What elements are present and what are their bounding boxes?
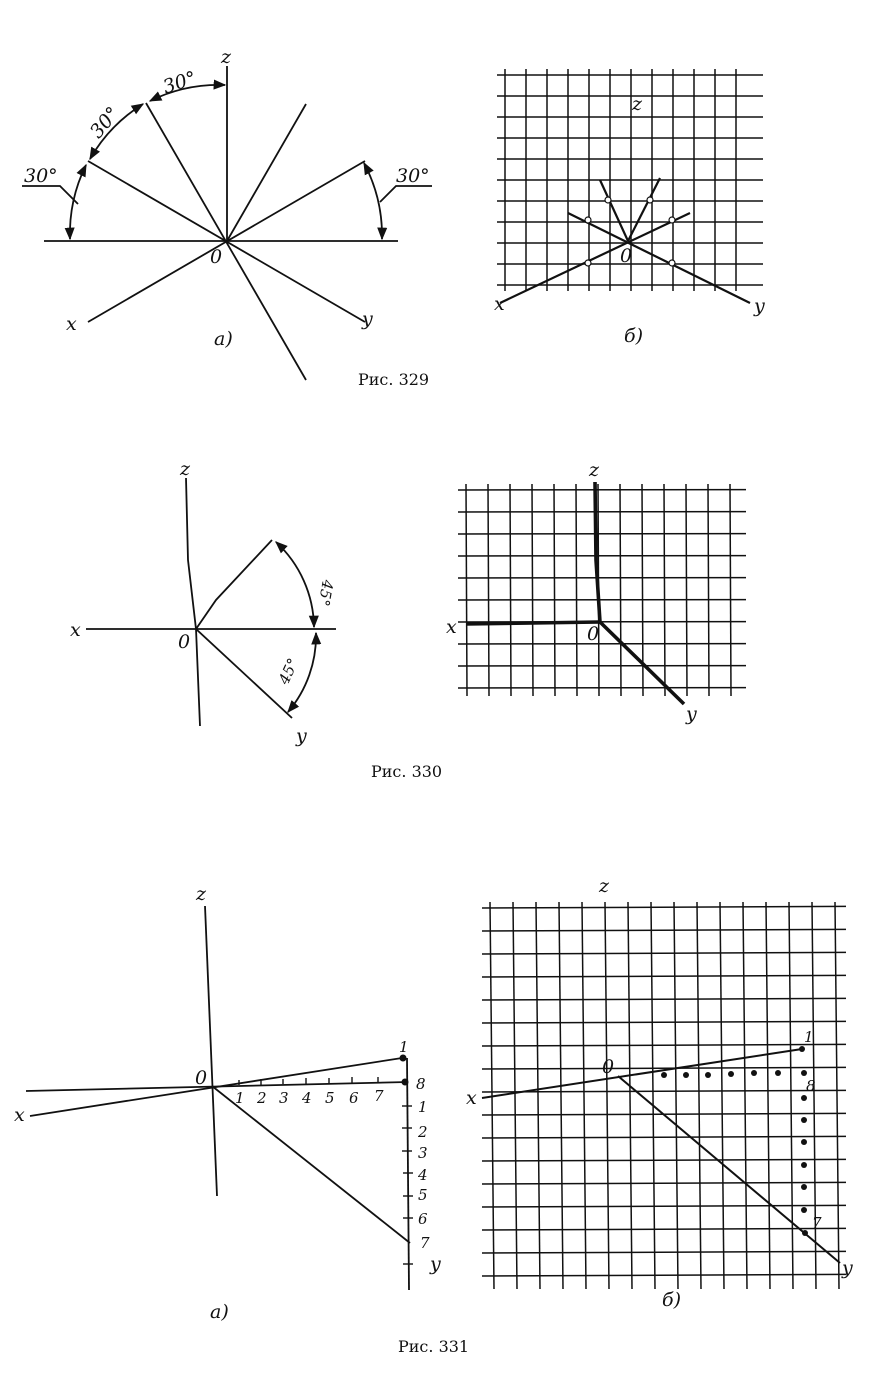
fig331-b-axes [482,1049,840,1263]
fig329a-y-label: y [361,308,373,330]
fig331a-sublabel: а) [210,1301,229,1323]
fig331a-x-tick-labels [235,1087,384,1107]
fig330a-angle-label-1: 45° [314,577,337,607]
fig329b-ray-right [628,178,660,241]
x-tick-label: 5 [325,1089,335,1107]
fig331a-point-1-label: 1 [399,1038,409,1056]
fig331b-sublabel: б) [662,1289,681,1311]
fig330a-z-label: z [179,458,191,480]
fig329b-y-label: y [753,295,765,317]
fig331b-point-1-label: 1 [804,1028,814,1046]
grid-line-vertical [686,484,687,696]
fig329a-angle-label-4: 30° [396,165,430,187]
fig330-b-axes [466,482,684,704]
grid-line-vertical [664,484,665,696]
v-tick-label: 6 [418,1210,428,1228]
grid-line-vertical [651,902,655,1289]
fig331a-x-label: x [14,1104,25,1126]
v-tick-label: 5 [418,1186,428,1204]
fig331a-origin-label: 0 [195,1067,207,1089]
grid-line-horizontal [482,1044,846,1046]
fig330b-y-label: y [685,703,697,725]
grid-line-vertical [510,484,511,696]
fig331a-y-axis [212,1086,410,1243]
fig330b-x-axis [466,622,600,624]
grid-line-vertical [674,902,678,1289]
x-tick-label: 4 [301,1089,312,1107]
fig329a-z-label: z [220,46,232,68]
fig329a-arc-1 [70,165,86,239]
fig329b-z-label: z [631,93,643,115]
fig329a-origin-label: 0 [210,246,222,268]
v-tick-label: 4 [417,1166,428,1184]
fig329a-angle-label-1: 30° [24,165,58,187]
fig329a-arc-4 [364,163,382,239]
grid-line-vertical [789,902,793,1289]
fig331a-z-axis [205,906,217,1196]
v-tick-label: 3 [418,1144,428,1162]
fig331b-x-label: x [466,1087,477,1109]
fig329-caption: Рис. 329 [358,370,429,389]
fig330-b-grid [458,484,746,696]
grid-line-vertical [743,902,747,1289]
fig331b-point-7-label: 7 [812,1214,822,1232]
fig331a-z-label: z [195,883,207,905]
fig330a-angle-label-2: 45° [274,655,302,688]
fig331a-y-label: y [429,1253,441,1275]
fig329a-angle-label-2: 30° [86,103,125,143]
grid-line-vertical [730,484,731,696]
fig330b-x-label: x [446,616,457,638]
fig329b-origin-label: 0 [620,245,632,267]
fig330b-origin-label: 0 [587,623,599,645]
x-tick-label: 2 [256,1089,267,1107]
grid-line-vertical [620,484,621,696]
fig329a-leader-right [380,186,432,202]
grid-line-vertical [576,484,577,696]
fig331b-point-8-label: 8 [806,1077,816,1095]
fig331a-v-tick-labels [417,1098,430,1252]
grid-line-vertical [708,484,709,696]
fig331a-vertical-scale [407,1058,409,1290]
fig331-b-grid [482,902,846,1289]
fig331a-point-8-label: 8 [416,1075,426,1093]
grid-line-vertical [697,902,701,1289]
fig330a-arc-upper [276,542,314,627]
grid-line-vertical [628,902,632,1289]
fig330-caption: Рис. 330 [371,762,442,781]
fig329a-leader-left [22,186,78,204]
grid-line-vertical [766,902,770,1289]
grid-line-vertical [720,902,724,1289]
grid-line-horizontal [482,1251,846,1253]
x-tick-label: 1 [235,1089,245,1107]
grid-line-vertical [835,902,839,1289]
fig330a-x-label: x [70,619,81,641]
fig329a-ray-60b [227,104,306,241]
fig331b-origin-label: 0 [602,1056,614,1078]
fig329a-sublabel: а) [214,328,233,350]
grid-line-vertical [559,902,563,1289]
fig331a-point-8 [402,1079,409,1086]
fig331a-x-axis [30,1058,402,1116]
fig331b-y-label: y [841,1257,853,1279]
grid-line-vertical [536,902,540,1289]
fig331-caption: Рис. 331 [398,1337,469,1356]
x-tick-label: 3 [279,1089,289,1107]
fig330a-origin-label: 0 [178,631,190,653]
grid-line-vertical [605,902,609,1289]
fig331b-points [661,1046,808,1236]
fig329b-x-label: x [494,293,505,315]
grid-line-vertical [513,902,517,1289]
grid-line-vertical [488,484,489,696]
fig330a-z-axis [186,478,200,726]
x-tick-label: 7 [374,1087,384,1105]
grid-line-vertical [582,902,586,1289]
grid-line-horizontal [482,1228,846,1230]
fig329a-x-label: x [66,313,77,335]
fig331b-z-label: z [598,875,610,897]
fig330-a-diagram [86,478,336,726]
grid-line-vertical [532,484,533,696]
fig330a-ray-45 [196,540,272,629]
grid-line-horizontal [482,1274,846,1276]
v-tick-label: 7 [420,1234,430,1252]
fig330a-y-label: y [295,725,307,747]
fig330b-z-label: z [588,459,600,481]
fig329b-sublabel: б) [624,325,643,347]
grid-line-vertical [466,484,467,696]
grid-line-vertical [554,484,555,696]
v-tick-label: 1 [418,1098,428,1116]
v-tick-label: 2 [417,1123,428,1141]
x-tick-label: 6 [349,1089,359,1107]
fig329a-angle-label-3: 30° [160,67,199,98]
